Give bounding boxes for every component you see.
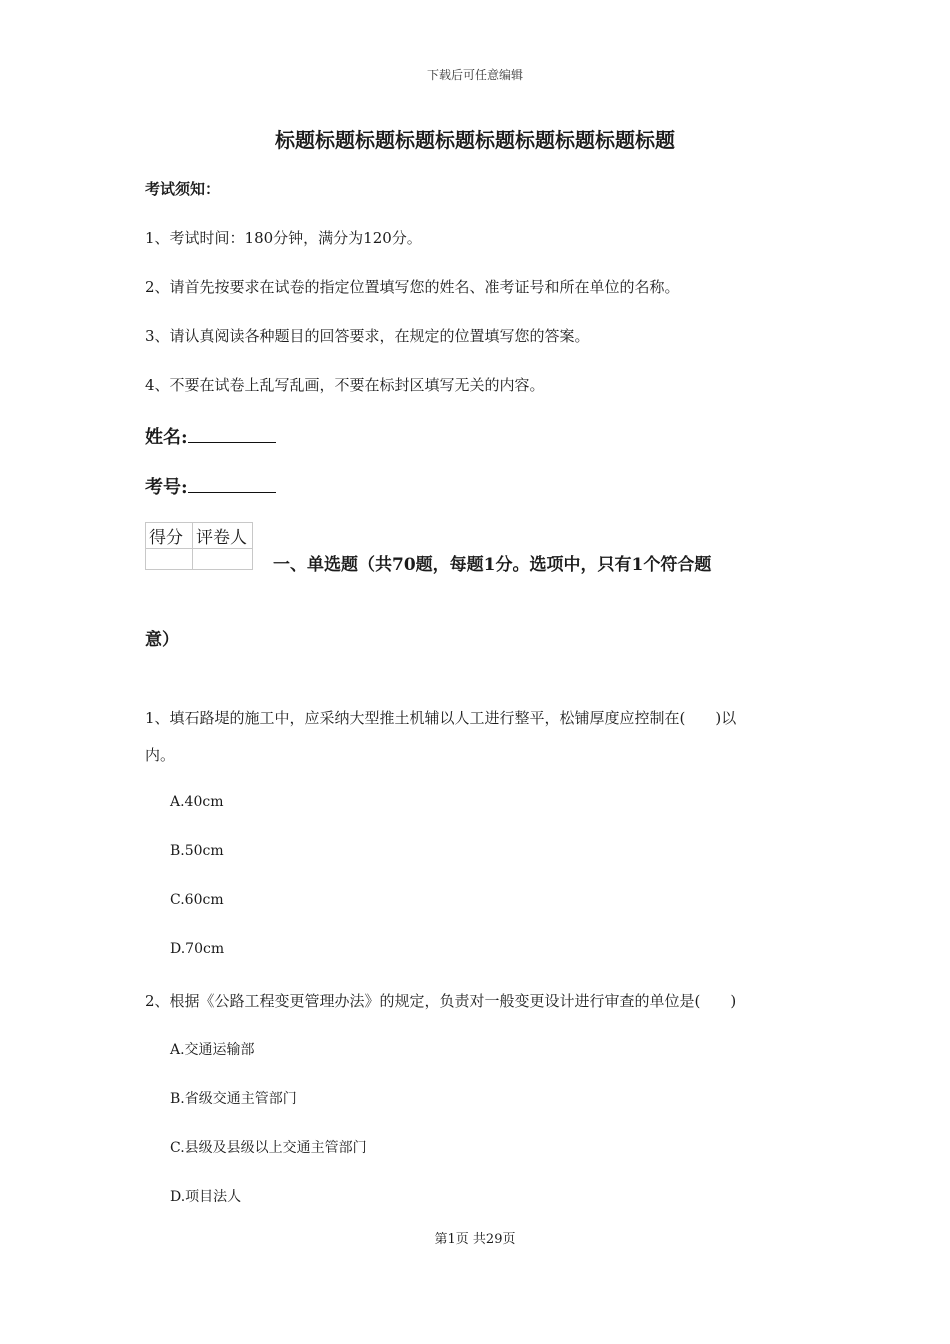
exam-id-label: 考号: <box>145 477 188 498</box>
notice-item: 1、考试时间：180分钟，满分为120分。 <box>145 229 422 247</box>
name-field <box>145 423 276 449</box>
section-title-continued: 意） <box>145 630 179 650</box>
option-d: D.项目法人 <box>170 1189 242 1205</box>
exam-id-field <box>145 473 276 499</box>
score-cell <box>146 549 193 570</box>
option-b: B.50cm <box>170 843 224 859</box>
option-d: D.70cm <box>170 941 225 957</box>
question-stem-continued: 内。 <box>145 746 176 764</box>
option-a: A.40cm <box>170 794 224 810</box>
page-footer: 第1页 共29页 <box>434 1232 516 1247</box>
section-title: 一、单选题（共70题，每题1分。选项中，只有1个符合题 <box>273 555 712 575</box>
document-title: 标题标题标题标题标题标题标题标题标题标题 <box>275 128 675 152</box>
grader-cell <box>193 549 253 570</box>
option-a: A.交通运输部 <box>170 1042 255 1058</box>
score-header: 得分 <box>146 523 193 549</box>
grader-header: 评卷人 <box>193 523 253 549</box>
notice-item: 3、请认真阅读各种题目的回答要求，在规定的位置填写您的答案。 <box>145 327 590 345</box>
header-note: 下载后可任意编辑 <box>426 68 523 82</box>
option-b: B.省级交通主管部门 <box>170 1091 297 1107</box>
question-stem: 2、根据《公路工程变更管理办法》的规定，负责对一般变更设计进行审查的单位是( ) <box>145 992 737 1010</box>
question-stem: 1、填石路堤的施工中，应采纳大型推土机辅以人工进行整平，松铺厚度应控制在( )以 <box>145 709 737 727</box>
name-blank-line[interactable] <box>188 426 276 443</box>
score-table <box>145 522 253 570</box>
notice-heading: 考试须知： <box>145 180 221 198</box>
option-c: C.60cm <box>170 892 224 908</box>
notice-item: 2、请首先按要求在试卷的指定位置填写您的姓名、准考证号和所在单位的名称。 <box>145 278 680 296</box>
notice-item: 4、不要在试卷上乱写乱画，不要在标封区填写无关的内容。 <box>145 376 545 394</box>
option-c: C.县级及县级以上交通主管部门 <box>170 1140 367 1156</box>
exam-id-blank-line[interactable] <box>188 476 276 493</box>
name-label: 姓名: <box>145 427 188 448</box>
